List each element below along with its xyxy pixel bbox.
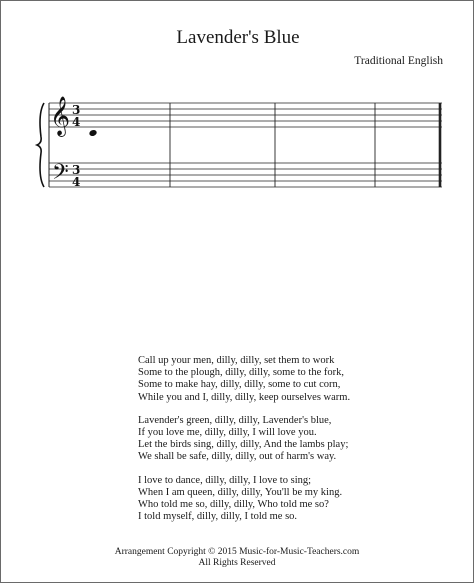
verse-stanza <box>138 475 350 524</box>
time-signature-bottom: 4 <box>72 175 81 189</box>
verse-line: Some to make hay, dilly, dilly, some to cut corn, <box>138 379 341 391</box>
bass-clef: 𝄢 <box>52 160 69 190</box>
verse-line: While you and I, dilly, dilly, keep ourselves warm. <box>138 391 351 403</box>
song-title: Lavender's Blue <box>176 27 300 48</box>
verses-block <box>138 355 350 534</box>
verse-line: Call up your men, dilly, dilly, set them to work <box>138 355 335 366</box>
verse-line: Some to the plough, dilly, dilly, some to the fork, <box>138 367 344 379</box>
verse-line: Who told me so, dilly, dilly, Who told me so? <box>138 499 329 511</box>
composer-credit: Traditional English <box>354 55 443 67</box>
rights-line: All Rights Reserved <box>198 558 276 568</box>
grand-staff-brace <box>37 103 44 187</box>
verse-line: I told myself, dilly, dilly, I told me so. <box>138 511 298 523</box>
notehead <box>89 129 97 136</box>
verse-stanza <box>138 415 350 464</box>
verse-line: When I am queen, dilly, dilly, You'll be my king. <box>138 486 343 498</box>
verse-line: We shall be safe, dilly, dilly, out of harm's way. <box>138 451 337 463</box>
time-signature-bottom: 4 <box>72 115 81 129</box>
copyright-line: Arrangement Copyright © 2015 Music-for-Music-Teachers.com <box>114 547 360 557</box>
time-signature-top: 3 <box>72 163 81 177</box>
treble-clef: 𝄞 <box>50 96 71 136</box>
verse-line: I love to dance, dilly, dilly, I love to sing; <box>138 474 312 486</box>
time-signature-top: 3 <box>72 103 81 117</box>
verse-line: If you love me, dilly, dilly, I will love you. <box>138 427 317 439</box>
verse-line: Let the birds sing, dilly, dilly, And the lambs play; <box>138 439 349 451</box>
copyright-footer <box>0 547 474 569</box>
verse-line: Lavender's green, dilly, dilly, Lavender's blue, <box>138 414 332 426</box>
verse-stanza <box>138 355 350 404</box>
